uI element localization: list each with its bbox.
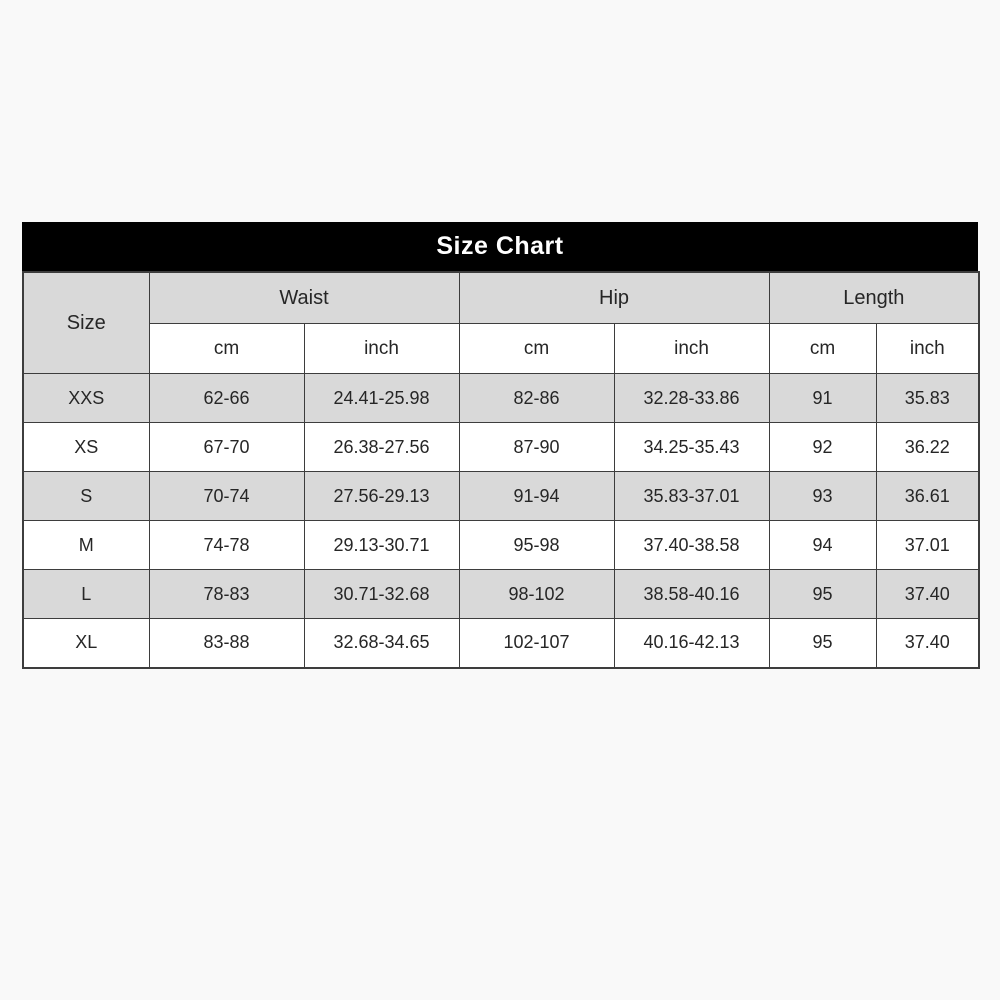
table-row-xl bbox=[23, 619, 979, 668]
value-cell: 34.25-35.43 bbox=[614, 423, 769, 472]
waist-cm-header: cm bbox=[149, 324, 304, 374]
value-cell: 91 bbox=[769, 374, 876, 423]
value-cell: 35.83-37.01 bbox=[614, 472, 769, 521]
value-cell: 92 bbox=[769, 423, 876, 472]
value-cell: 62-66 bbox=[149, 374, 304, 423]
value-cell: 38.58-40.16 bbox=[614, 570, 769, 619]
waist-inch-header: inch bbox=[304, 324, 459, 374]
value-cell: 82-86 bbox=[459, 374, 614, 423]
value-cell: 78-83 bbox=[149, 570, 304, 619]
value-cell: 94 bbox=[769, 521, 876, 570]
size-cell: M bbox=[23, 521, 149, 570]
value-cell: 37.40-38.58 bbox=[614, 521, 769, 570]
hip-cm-header: cm bbox=[459, 324, 614, 374]
table-row-xxs bbox=[23, 374, 979, 423]
value-cell: 36.22 bbox=[876, 423, 979, 472]
value-cell: 24.41-25.98 bbox=[304, 374, 459, 423]
size-chart-panel bbox=[22, 222, 978, 669]
value-cell: 98-102 bbox=[459, 570, 614, 619]
value-cell: 26.38-27.56 bbox=[304, 423, 459, 472]
hip-inch-header: inch bbox=[614, 324, 769, 374]
value-cell: 32.68-34.65 bbox=[304, 619, 459, 668]
group-header-row bbox=[23, 272, 979, 324]
size-chart-title-bar bbox=[22, 222, 978, 271]
value-cell: 37.01 bbox=[876, 521, 979, 570]
table-row-s bbox=[23, 472, 979, 521]
value-cell: 30.71-32.68 bbox=[304, 570, 459, 619]
value-cell: 102-107 bbox=[459, 619, 614, 668]
size-column-header: Size bbox=[23, 272, 149, 374]
hip-group-header: Hip bbox=[459, 272, 769, 324]
value-cell: 37.40 bbox=[876, 570, 979, 619]
length-group-header: Length bbox=[769, 272, 979, 324]
size-chart-table bbox=[22, 271, 980, 669]
table-row-m bbox=[23, 521, 979, 570]
value-cell: 83-88 bbox=[149, 619, 304, 668]
value-cell: 95 bbox=[769, 619, 876, 668]
value-cell: 74-78 bbox=[149, 521, 304, 570]
table-row-xs bbox=[23, 423, 979, 472]
size-chart-title: Size Chart bbox=[436, 232, 564, 260]
size-cell: L bbox=[23, 570, 149, 619]
value-cell: 36.61 bbox=[876, 472, 979, 521]
value-cell: 27.56-29.13 bbox=[304, 472, 459, 521]
value-cell: 29.13-30.71 bbox=[304, 521, 459, 570]
value-cell: 35.83 bbox=[876, 374, 979, 423]
size-cell: XS bbox=[23, 423, 149, 472]
table-row-l bbox=[23, 570, 979, 619]
value-cell: 91-94 bbox=[459, 472, 614, 521]
value-cell: 93 bbox=[769, 472, 876, 521]
value-cell: 70-74 bbox=[149, 472, 304, 521]
waist-group-header: Waist bbox=[149, 272, 459, 324]
value-cell: 67-70 bbox=[149, 423, 304, 472]
value-cell: 32.28-33.86 bbox=[614, 374, 769, 423]
value-cell: 95 bbox=[769, 570, 876, 619]
size-cell: XXS bbox=[23, 374, 149, 423]
length-inch-header: inch bbox=[876, 324, 979, 374]
value-cell: 95-98 bbox=[459, 521, 614, 570]
unit-header-row bbox=[23, 324, 979, 374]
size-cell: XL bbox=[23, 619, 149, 668]
length-cm-header: cm bbox=[769, 324, 876, 374]
value-cell: 40.16-42.13 bbox=[614, 619, 769, 668]
size-cell: S bbox=[23, 472, 149, 521]
value-cell: 87-90 bbox=[459, 423, 614, 472]
value-cell: 37.40 bbox=[876, 619, 979, 668]
